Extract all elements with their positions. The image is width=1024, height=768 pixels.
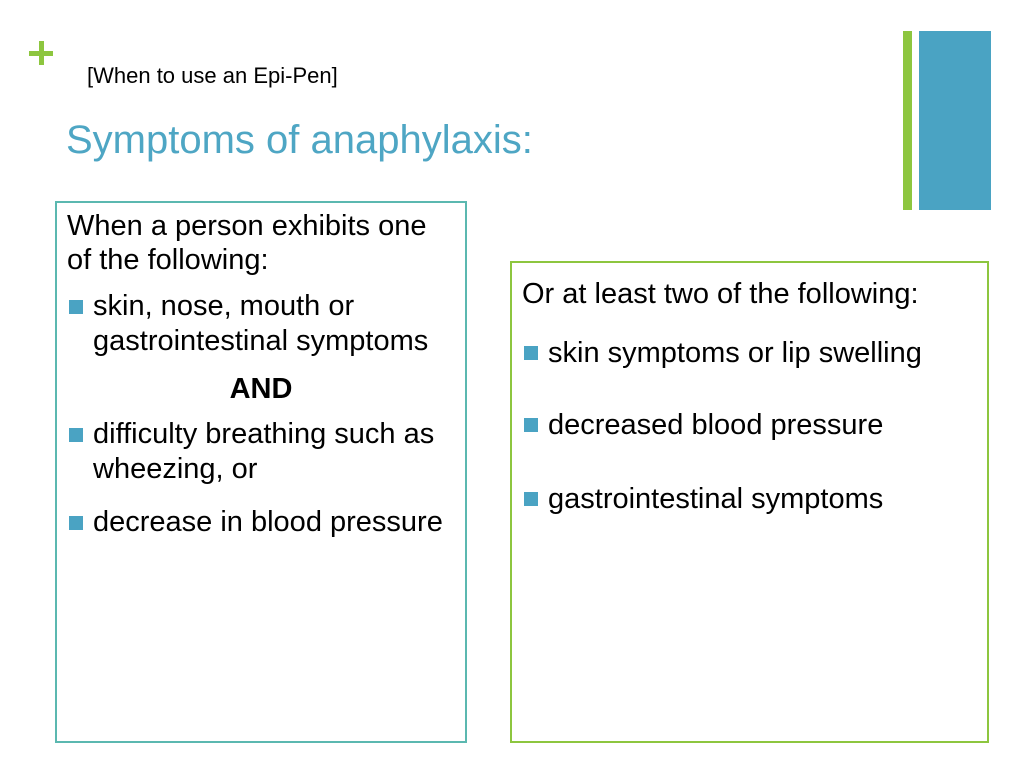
single-symptom-intro: When a person exhibits one of the following: [67, 210, 427, 276]
single-symptom-box [55, 201, 467, 743]
square-bullet-icon [524, 492, 538, 506]
plus-icon [26, 38, 56, 68]
list-item-text: skin, nose, mouth or gastrointestinal symptoms [93, 290, 429, 357]
list-item [522, 331, 977, 375]
list-item-text: decrease in blood pressure [93, 506, 443, 538]
list-item-text: decreased blood pressure [548, 409, 884, 441]
square-bullet-icon [69, 516, 83, 530]
list-item [67, 505, 455, 540]
decorative-green-bar [903, 31, 912, 210]
multiple-symptom-intro: Or at least two of the following: [522, 278, 919, 310]
list-item [522, 403, 977, 447]
list-item-text: gastrointestinal symptoms [548, 483, 884, 515]
list-item [67, 289, 455, 359]
slide-subtitle: [When to use an Epi-Pen] [87, 63, 338, 88]
multiple-symptom-box [510, 261, 989, 743]
decorative-blue-block [919, 31, 991, 210]
symptom-list-group-1 [67, 289, 455, 359]
slide-title: Symptoms of anaphylaxis: [66, 118, 533, 162]
and-connector: AND [229, 373, 293, 405]
symptom-list-right [522, 331, 977, 521]
square-bullet-icon [69, 300, 83, 314]
square-bullet-icon [69, 428, 83, 442]
list-item-text: difficulty breathing such as wheezing, or [93, 418, 435, 485]
list-item [522, 477, 977, 521]
list-item-text: skin symptoms or lip swelling [548, 337, 922, 369]
square-bullet-icon [524, 418, 538, 432]
symptom-list-group-2 [67, 417, 455, 540]
list-item [67, 417, 455, 487]
square-bullet-icon [524, 346, 538, 360]
